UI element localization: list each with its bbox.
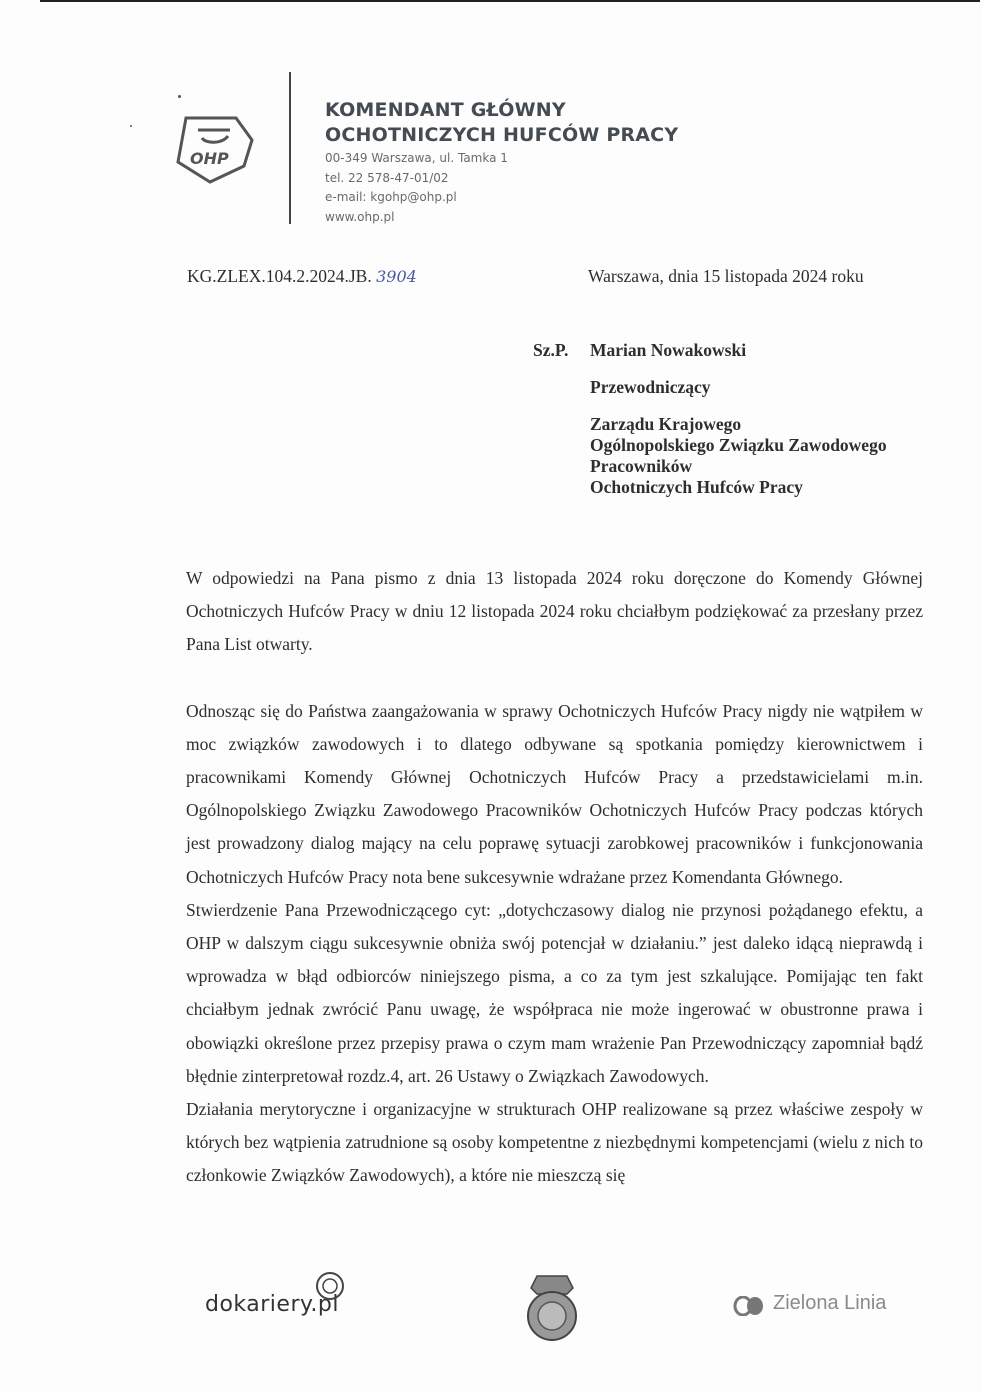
recipient-org-3: Pracowników (590, 456, 693, 476)
recipient-org-4: Ochotniczych Hufców Pracy (590, 477, 803, 497)
dokariery-swirl-icon (312, 1270, 352, 1304)
recipient-role: Przewodniczący (590, 377, 711, 397)
logo-ohp-text: OHP (190, 149, 229, 168)
institution-title (325, 98, 678, 148)
salutation: Sz.P. (533, 340, 569, 360)
handwritten-number: 3904 (376, 267, 417, 286)
recipient-org-1: Zarządu Krajowego (590, 414, 742, 434)
zielona-linia-logo-text: Zielona Linia (773, 1292, 887, 1314)
paragraph-1: W odpowiedzi na Pana pismo z dnia 13 listopada 2024 roku doręczone do Komendy Głównej Ochotniczych Hufców Pracy w dniu 12 listopada 2024 roku chciałbym podziękować za przesłany przez Pana List otwarty. (186, 568, 923, 655)
zielona-linia-icon (733, 1296, 767, 1316)
phone: tel. 22 578-47-01/02 (325, 170, 449, 185)
paragraph-2: Odnosząc się do Państwa zaangażowania w sprawy Ochotniczych Hufców Pracy nigdy nie wątpiłem w moc związków zawodowych i to dlatego odbywane są spotkania pomiędzy kierownictwem i pracownikami Komendy Głównej Ochotniczych Hufców Pracy a przedstawicielami m.in. Ogólnopolskiego Związku Zawodowego Pracowników Ochotniczych Hufców Pracy podczas których jest prowadzony dialog mający na celu poprawę sytuacji zarobkowej pracowników i funkcjonowania Ochotniczych Hufców Pracy nota bene sukcesywnie wdrażane przez Komendanta Głównego. (186, 700, 923, 887)
recipient-block (590, 340, 887, 498)
recipient-name: Marian Nowakowski (590, 340, 747, 360)
footer-logos (0, 1268, 982, 1348)
paragraph-4: Działania merytoryczne i organizacyjne w strukturach OHP realizowane są przez właściwe zespoły w których bez wątpienia zatrudnione są osoby kompetentne z niezbędnymi kompetencjami (wielu z nich to członkowie Związków Zawodowych), a które nie mieszczą się (186, 1099, 923, 1186)
header-divider (289, 72, 291, 224)
reference-code: KG.ZLEX.104.2.2024.JB. (187, 266, 372, 286)
website: www.ohp.pl (325, 209, 395, 224)
title-line-2: OCHOTNICZYCH HUFCÓW PRACY (325, 124, 679, 146)
reference-number (187, 266, 417, 287)
address: 00-349 Warszawa, ul. Tamka 1 (325, 151, 508, 165)
ohp-logo-icon (172, 110, 258, 186)
recipient-org-2: Ogólnopolskiego Związku Zawodowego (590, 435, 887, 455)
scan-speck (178, 95, 181, 98)
scan-speck (130, 125, 132, 127)
paragraph-3: Stwierdzenie Pana Przewodniczącego cyt: „dotychczasowy dialog nie przynosi pożądanego efektu, a OHP w dalszym ciągu sukcesywnie obniża swój potencjał w działaniu.” jest daleko idącą nieprawdą i wprowadza w błąd odbiorców niniejszego pisma, a co za tym jest szkalujące. Pomijając ten fakt chciałbym jednak zwrócić Panu uwagę, że współpraca nie może ingerować w obustronne prawa i obowiązki określone przez przepisy prawa o czym mam wrażenie Pan Przewodniczący zapomniał bądź błędnie zinterpretował rozdz.4, art. 26 Ustawy o Związkach Zawodowych. (186, 899, 923, 1086)
letter-body (186, 562, 923, 1193)
email: e-mail: kgohp@ohp.pl (325, 190, 457, 204)
contact-block (325, 149, 508, 227)
eagle-emblem-icon (517, 1268, 587, 1342)
top-border-line (40, 0, 980, 2)
date-line: Warszawa, dnia 15 listopada 2024 roku (588, 266, 864, 286)
dokariery-logo-text: dokariery.pl (205, 1292, 339, 1317)
title-line-1: KOMENDANT GŁÓWNY (325, 99, 566, 121)
